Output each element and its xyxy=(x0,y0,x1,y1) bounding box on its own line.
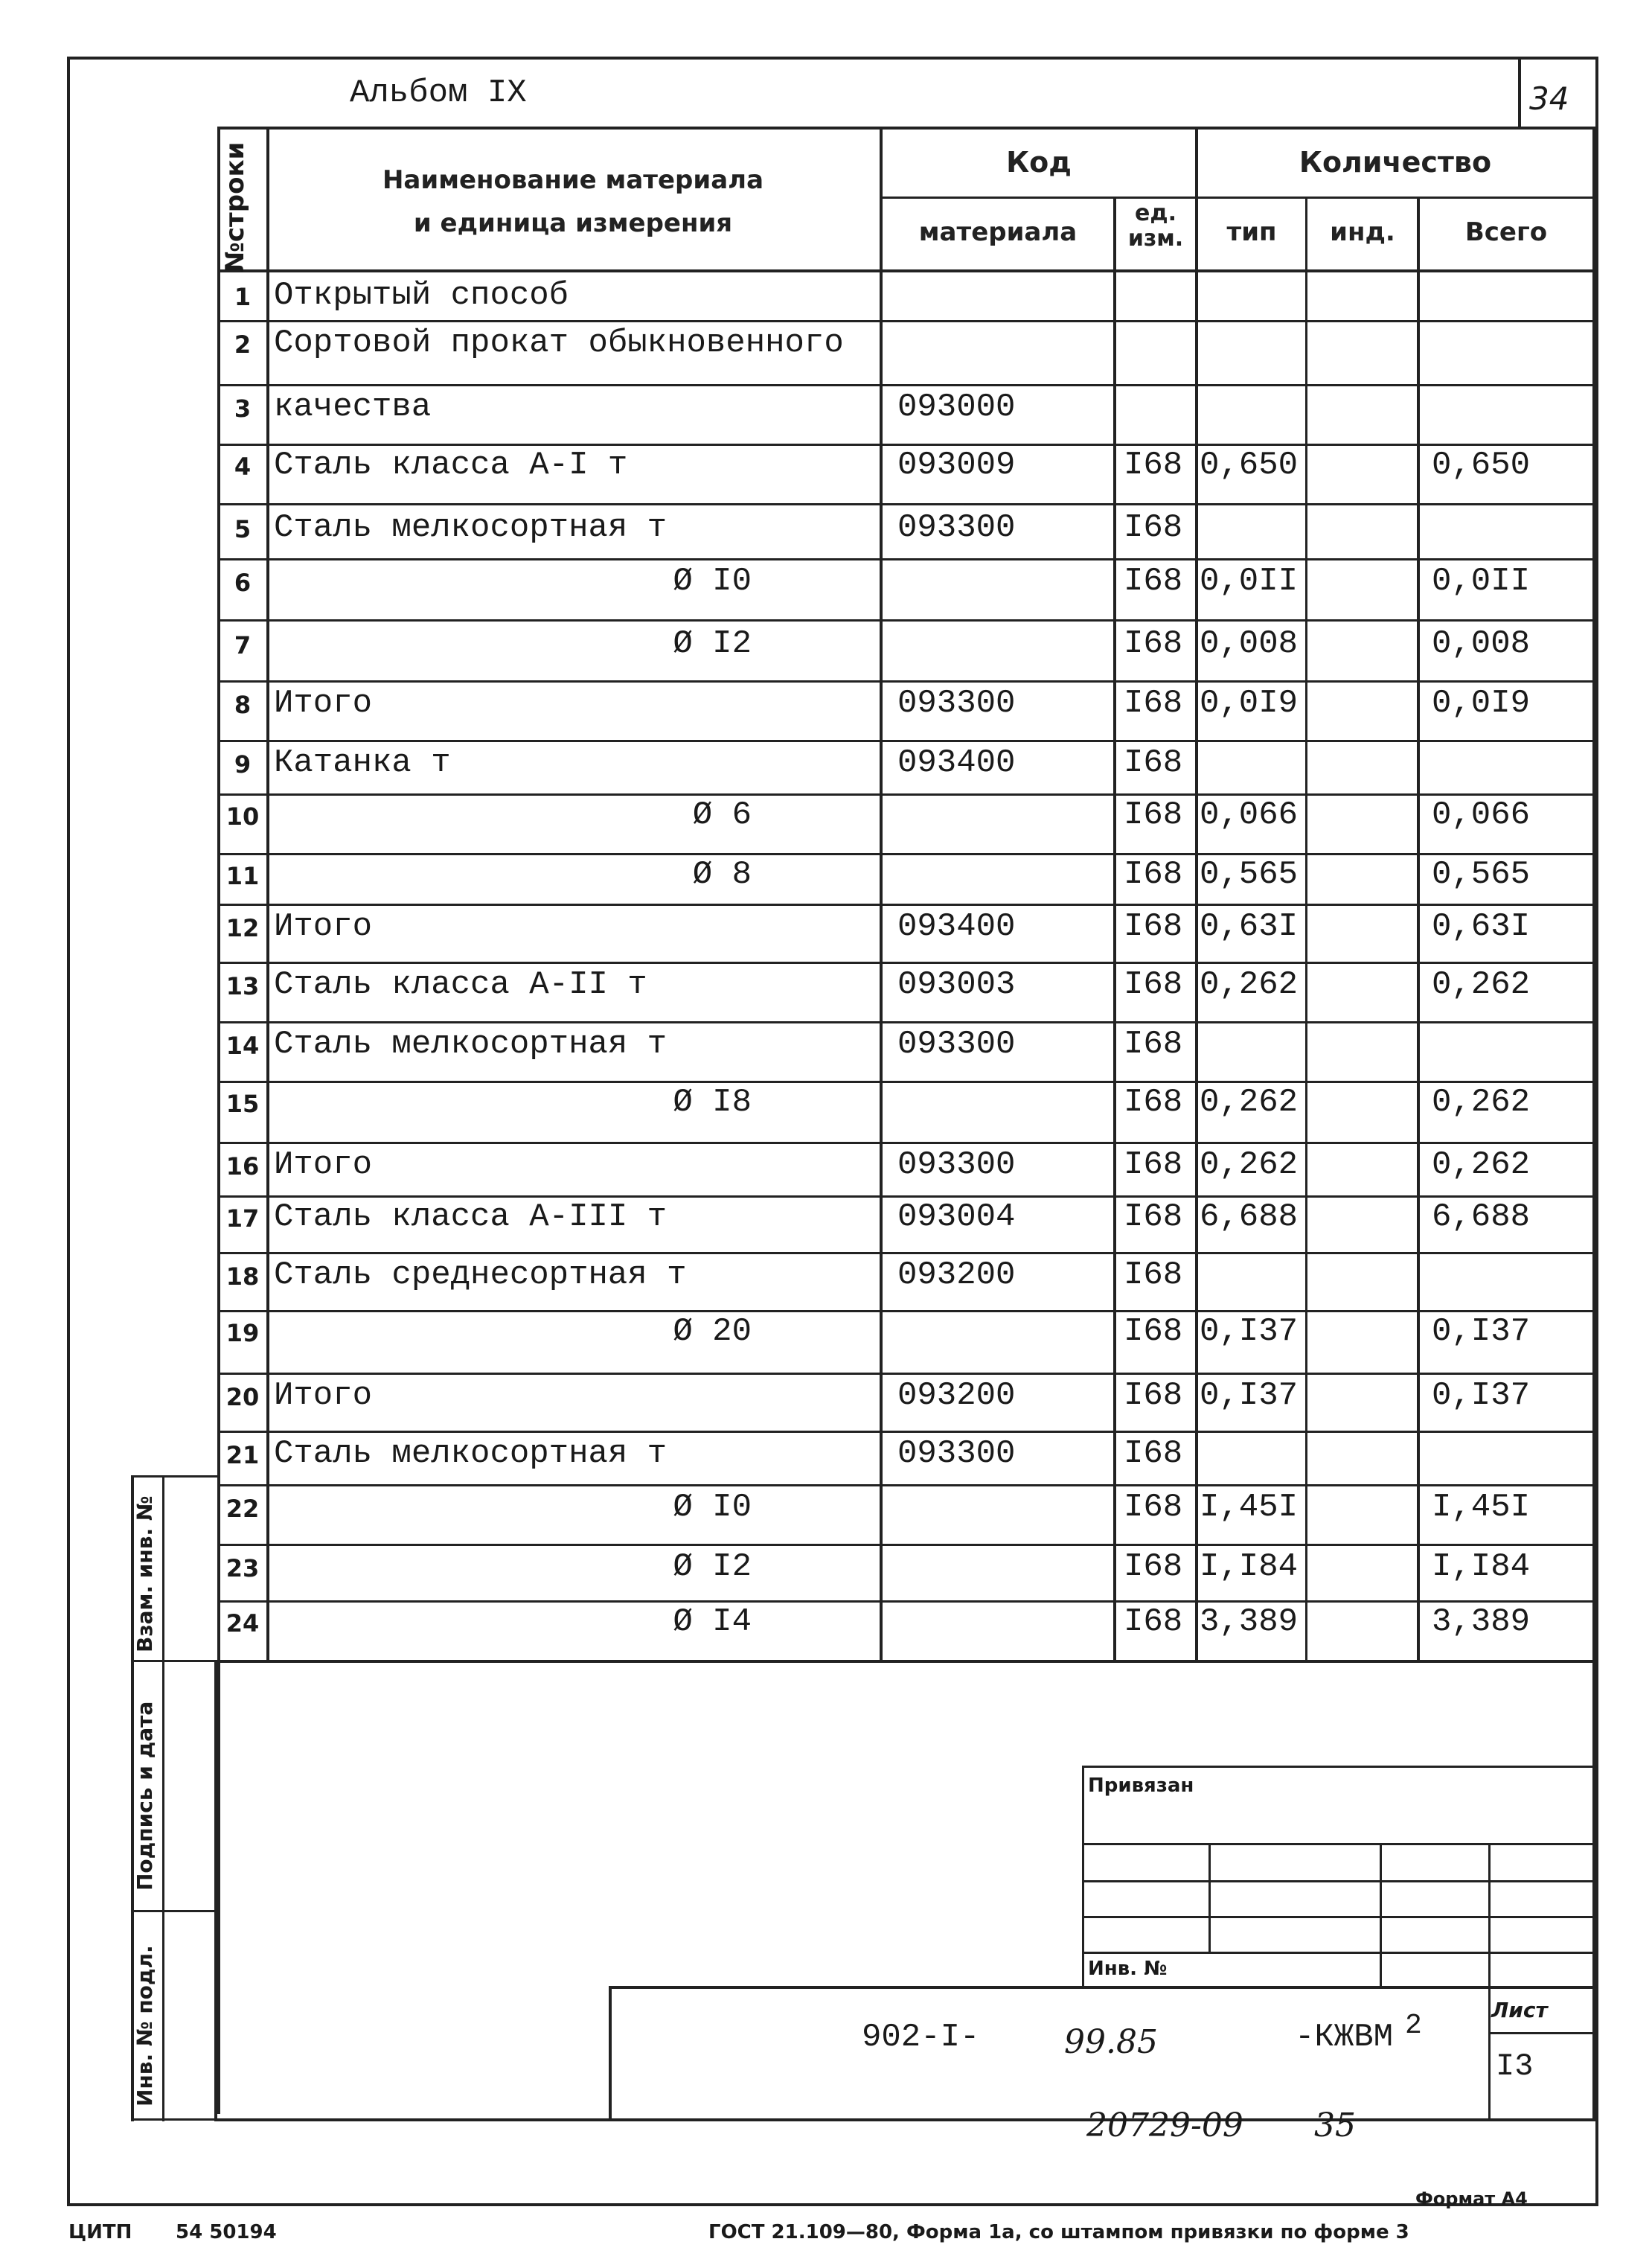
header-code: Код xyxy=(1006,146,1072,179)
row-separator xyxy=(217,1373,1595,1375)
row-separator xyxy=(217,619,1595,622)
hand-number-1: 20729-09 xyxy=(1086,2106,1243,2144)
header-qty-type: тип xyxy=(1226,217,1277,247)
row-unit: I68 xyxy=(1124,1198,1183,1236)
row-unit: I68 xyxy=(1124,744,1183,782)
doc-code-sup: 2 xyxy=(1405,2010,1422,2042)
header-row-number: №строки xyxy=(220,141,250,272)
header-qty-total: Всего xyxy=(1464,217,1548,247)
row-code: 093300 xyxy=(897,1026,1016,1063)
row-separator xyxy=(217,1081,1595,1083)
side-strip-right xyxy=(214,1660,217,2121)
stamp-v2 xyxy=(1380,1843,1382,1986)
page-number: 34 xyxy=(1529,80,1569,117)
row-separator xyxy=(217,1142,1595,1144)
row-qty-total: 0,I37 xyxy=(1432,1377,1531,1414)
row-number: 5 xyxy=(234,515,252,543)
table-left-border xyxy=(217,127,220,2114)
row-separator xyxy=(217,444,1595,446)
row-qty-total: 0,63I xyxy=(1432,908,1531,945)
row-code: 093400 xyxy=(897,744,1016,782)
header-name-line1: Наименование материала xyxy=(382,165,764,195)
row-qty-type: 0,066 xyxy=(1200,796,1299,834)
row-number: 15 xyxy=(225,1090,260,1118)
row-qty-total: 0,565 xyxy=(1432,856,1531,893)
row-unit: I68 xyxy=(1124,1026,1183,1063)
row-name: Сталь мелкосортная т xyxy=(274,509,667,546)
row-number: 3 xyxy=(234,394,252,423)
row-separator xyxy=(217,1431,1595,1433)
row-unit: I68 xyxy=(1124,1256,1183,1294)
row-separator xyxy=(217,1600,1595,1603)
row-qty-total: 0,0I9 xyxy=(1432,685,1531,722)
row-separator xyxy=(217,1544,1595,1546)
row-diameter: Ø I0 xyxy=(673,563,752,600)
footer-order: 54 50194 xyxy=(176,2221,277,2243)
header-name-line2: и единица измерения xyxy=(413,208,733,238)
row-separator xyxy=(217,384,1595,386)
code-box-bottom xyxy=(214,2118,1595,2121)
row-number: 14 xyxy=(225,1032,260,1060)
header-code-unit xyxy=(1116,201,1195,252)
row-name: Сталь среднесортная т xyxy=(274,1256,687,1294)
row-number: 18 xyxy=(225,1262,260,1291)
row-diameter: Ø I2 xyxy=(673,1548,752,1585)
row-qty-type: 0,262 xyxy=(1200,1084,1299,1121)
row-qty-type: 0,262 xyxy=(1200,1146,1299,1183)
doc-code-handwritten: 99.85 xyxy=(1064,2023,1158,2061)
stamp-inv-no: Инв. № xyxy=(1088,1958,1168,1980)
doc-code-prefix: 902-I- xyxy=(862,2019,980,2056)
row-unit: I68 xyxy=(1124,908,1183,945)
row-code: 093300 xyxy=(897,509,1016,546)
list-box-left xyxy=(1488,1986,1491,2121)
row-number: 7 xyxy=(234,631,252,659)
row-code: 093004 xyxy=(897,1198,1016,1236)
row-qty-total: I,45I xyxy=(1432,1489,1531,1526)
row-name: качества xyxy=(274,389,432,426)
row-number: 16 xyxy=(225,1152,260,1181)
row-number: 24 xyxy=(225,1609,260,1638)
stamp-v1 xyxy=(1208,1843,1211,1952)
list-box-mid xyxy=(1488,2032,1592,2034)
header-qty-ind: инд. xyxy=(1330,217,1395,247)
row-qty-total: 0,262 xyxy=(1432,1084,1531,1121)
row-name: Итого xyxy=(274,1377,373,1414)
side-strip-div2 xyxy=(131,1910,217,1912)
header-code-material: материала xyxy=(918,217,1078,247)
row-qty-total: 0,066 xyxy=(1432,796,1531,834)
page-number-divider xyxy=(1518,57,1521,128)
row-number: 22 xyxy=(225,1495,260,1523)
table-right-border xyxy=(1592,127,1595,2121)
code-box-left xyxy=(609,1986,612,2121)
row-qty-total: 0,I37 xyxy=(1432,1313,1531,1350)
side-strip-inner xyxy=(162,1475,164,2121)
list-value: I3 xyxy=(1496,2048,1534,2084)
stamp-v3 xyxy=(1488,1843,1491,1986)
row-unit: I68 xyxy=(1124,685,1183,722)
row-name: Сталь класса А-I т xyxy=(274,447,628,484)
side-strip-div1 xyxy=(131,1660,217,1662)
row-number: 10 xyxy=(225,802,260,831)
row-qty-type: 0,0I9 xyxy=(1200,685,1299,722)
row-number: 2 xyxy=(234,330,252,359)
footer-cutp: ЦИТП xyxy=(68,2221,132,2243)
row-qty-total: 6,688 xyxy=(1432,1198,1531,1236)
row-number: 4 xyxy=(234,453,252,481)
row-separator xyxy=(217,904,1595,906)
col-divider-typ xyxy=(1305,197,1307,1663)
row-separator xyxy=(217,793,1595,796)
row-code: 093400 xyxy=(897,908,1016,945)
row-name: Открытый способ xyxy=(274,277,569,314)
side-label-podpis: Подпись и дата xyxy=(132,1701,157,1891)
row-number: 21 xyxy=(225,1441,260,1469)
row-code: 093300 xyxy=(897,685,1016,722)
row-separator xyxy=(217,853,1595,855)
row-number: 9 xyxy=(234,750,252,779)
row-number: 6 xyxy=(234,569,252,597)
row-qty-type: 0,I37 xyxy=(1200,1377,1299,1414)
row-number: 8 xyxy=(234,691,252,719)
side-label-inv-podl: Инв. № подл. xyxy=(132,1945,157,2106)
row-unit: I68 xyxy=(1124,856,1183,893)
row-qty-total: 0,262 xyxy=(1432,1146,1531,1183)
row-qty-type: 0,650 xyxy=(1200,447,1299,484)
row-separator xyxy=(217,503,1595,505)
row-qty-total: 0,650 xyxy=(1432,447,1531,484)
row-separator xyxy=(217,680,1595,683)
hand-number-2: 35 xyxy=(1314,2106,1356,2144)
row-code: 093003 xyxy=(897,966,1016,1003)
row-unit: I68 xyxy=(1124,1377,1183,1414)
row-qty-type: 0,63I xyxy=(1200,908,1299,945)
row-qty-total: 0,262 xyxy=(1432,966,1531,1003)
row-unit: I68 xyxy=(1124,1548,1183,1585)
row-qty-type: 0,565 xyxy=(1200,856,1299,893)
album-title: Альбом IX xyxy=(350,74,527,112)
row-qty-type: 0,0II xyxy=(1200,563,1299,600)
stamp-line1 xyxy=(1082,1843,1592,1845)
stamp-line2 xyxy=(1082,1880,1592,1882)
row-number: 12 xyxy=(225,914,260,942)
row-diameter: Ø 20 xyxy=(673,1313,752,1350)
row-separator xyxy=(217,558,1595,560)
row-number: 13 xyxy=(225,972,260,1000)
row-code: 093300 xyxy=(897,1435,1016,1472)
row-number: 19 xyxy=(225,1319,260,1347)
row-qty-total: 0,0II xyxy=(1432,563,1531,600)
row-qty-total: 3,389 xyxy=(1432,1603,1531,1641)
footer-gost: ГОСТ 21.109—80, Форма 1а, со штампом привязки по форме 3 xyxy=(708,2221,1409,2243)
row-unit: I68 xyxy=(1124,796,1183,834)
row-unit: I68 xyxy=(1124,509,1183,546)
body-bottom-border xyxy=(217,1660,1595,1663)
col-divider-ind xyxy=(1417,197,1420,1663)
row-separator xyxy=(217,740,1595,742)
row-code: 093300 xyxy=(897,1146,1016,1183)
list-label: Лист xyxy=(1491,1998,1548,2022)
sheet-frame xyxy=(67,57,1598,2206)
row-qty-total: 0,008 xyxy=(1432,625,1531,662)
header-mid-line xyxy=(880,197,1595,199)
stamp-line3 xyxy=(1082,1916,1592,1918)
row-number: 23 xyxy=(225,1554,260,1582)
row-diameter: Ø I2 xyxy=(673,625,752,662)
row-name: Итого xyxy=(274,908,373,945)
row-unit: I68 xyxy=(1124,625,1183,662)
row-separator xyxy=(217,320,1595,322)
col-divider-code xyxy=(1113,197,1116,1663)
row-name: Сталь класса А-II т xyxy=(274,966,647,1003)
side-strip-top xyxy=(131,1475,217,1478)
row-unit: I68 xyxy=(1124,447,1183,484)
row-number: 17 xyxy=(225,1204,260,1233)
stamp-privyazan: Привязан xyxy=(1088,1775,1194,1797)
header-bottom-border xyxy=(217,269,1595,272)
row-name: Сталь мелкосортная т xyxy=(274,1435,667,1472)
stamp-line4 xyxy=(1082,1952,1592,1954)
row-qty-type: I,45I xyxy=(1200,1489,1299,1526)
row-separator xyxy=(217,962,1595,964)
row-qty-total: I,I84 xyxy=(1432,1548,1531,1585)
row-number: 1 xyxy=(234,283,252,311)
row-name: Итого xyxy=(274,1146,373,1183)
row-code: 093200 xyxy=(897,1377,1016,1414)
header-unit-text: ед. изм. xyxy=(1127,200,1184,252)
row-qty-type: I,I84 xyxy=(1200,1548,1299,1585)
footer-format: Формат А4 xyxy=(1415,2188,1528,2209)
row-unit: I68 xyxy=(1124,1435,1183,1472)
doc-code-suffix: -КЖВМ xyxy=(1295,2019,1394,2056)
row-separator xyxy=(217,1252,1595,1254)
row-name: Сталь мелкосортная т xyxy=(274,1026,667,1063)
row-name: Итого xyxy=(274,685,373,722)
row-code: 093200 xyxy=(897,1256,1016,1294)
side-label-vzam: Взам. инв. № xyxy=(132,1495,157,1652)
row-qty-type: 3,389 xyxy=(1200,1603,1299,1641)
row-diameter: Ø I4 xyxy=(673,1603,752,1641)
row-name: Катанка т xyxy=(274,744,451,782)
row-unit: I68 xyxy=(1124,1146,1183,1183)
row-name: Сортовой прокат обыкновенного xyxy=(274,325,844,362)
row-unit: I68 xyxy=(1124,1489,1183,1526)
row-diameter: Ø 6 xyxy=(692,796,752,834)
row-unit: I68 xyxy=(1124,1313,1183,1350)
row-number: 20 xyxy=(225,1383,260,1411)
stamp-top xyxy=(1082,1766,1592,1768)
row-code: 093000 xyxy=(897,389,1016,426)
row-unit: I68 xyxy=(1124,1084,1183,1121)
row-separator xyxy=(217,1484,1595,1486)
row-unit: I68 xyxy=(1124,563,1183,600)
row-code: 093009 xyxy=(897,447,1016,484)
row-qty-type: 0,262 xyxy=(1200,966,1299,1003)
header-quantity: Количество xyxy=(1299,146,1492,179)
row-separator xyxy=(217,1021,1595,1023)
row-qty-type: 0,I37 xyxy=(1200,1313,1299,1350)
table-top-border xyxy=(217,127,1595,130)
row-separator xyxy=(217,1195,1595,1198)
row-name: Сталь класса А-III т xyxy=(274,1198,667,1236)
side-strip-bottom xyxy=(131,2118,217,2121)
row-separator xyxy=(217,1310,1595,1312)
row-unit: I68 xyxy=(1124,1603,1183,1641)
row-number: 11 xyxy=(225,862,260,890)
row-qty-type: 0,008 xyxy=(1200,625,1299,662)
row-unit: I68 xyxy=(1124,966,1183,1003)
row-diameter: Ø I8 xyxy=(673,1084,752,1121)
code-box-top xyxy=(609,1986,1595,1989)
row-qty-type: 6,688 xyxy=(1200,1198,1299,1236)
row-diameter: Ø I0 xyxy=(673,1489,752,1526)
row-diameter: Ø 8 xyxy=(692,856,752,893)
